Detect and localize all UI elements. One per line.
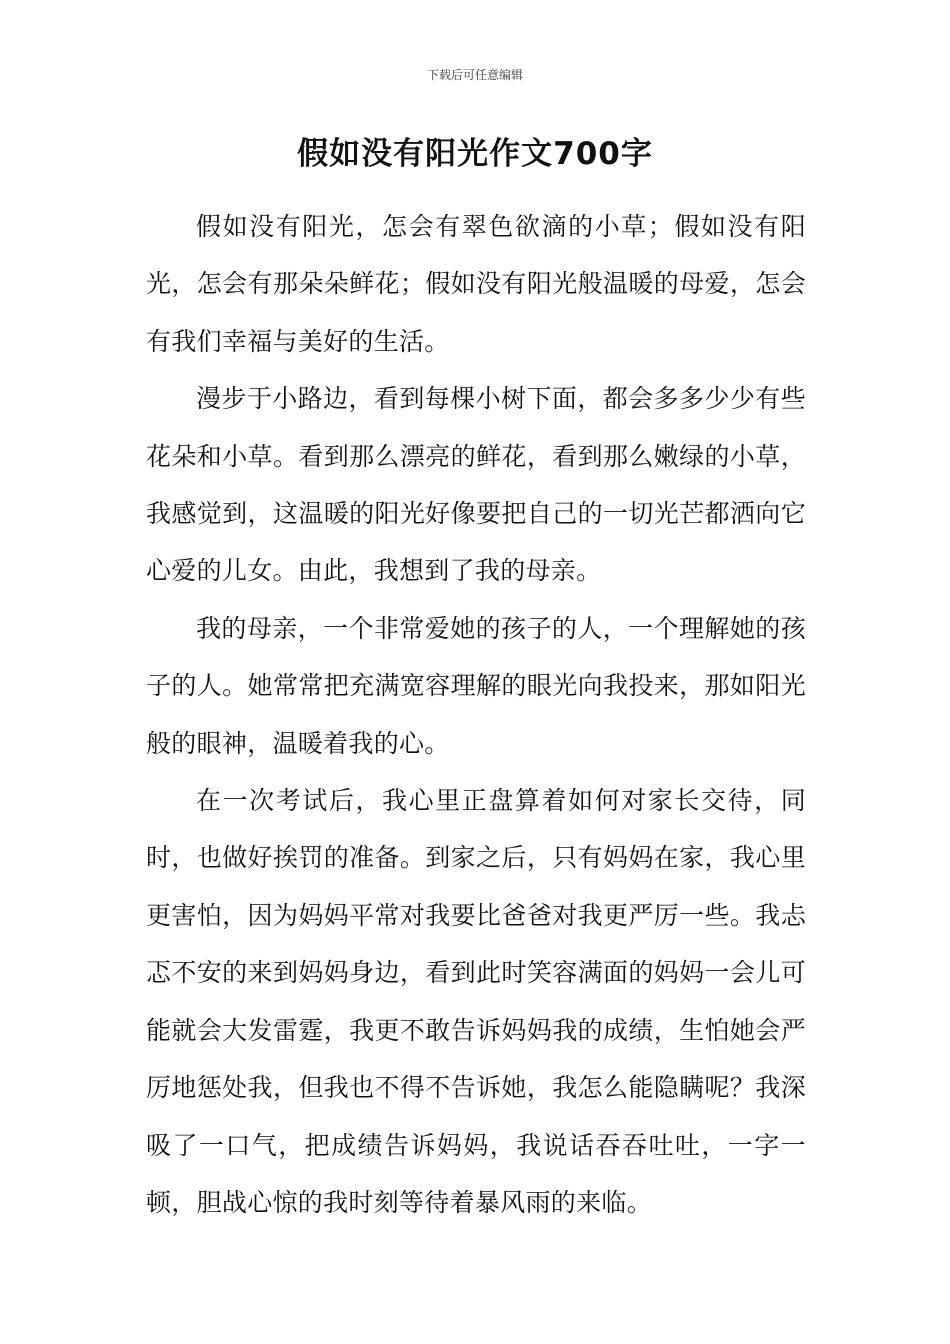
paragraph: 假如没有阳光，怎会有翠色欲滴的小草；假如没有阳光，怎会有那朵朵鲜花；假如没有阳光般温暖的母爱，怎会有我们幸福与美好的生活。 (146, 212, 806, 356)
paragraph: 在一次考试后，我心里正盘算着如何对家长交待，同时，也做好挨罚的准备。到家之后，只有妈妈在家，我心里更害怕，因为妈妈平常对我要比爸爸对我更严厉一些。我忐忑不安的来到妈妈身边，看到此时笑容满面的妈妈一会儿可能就会大发雷霆，我更不敢告诉妈妈我的成绩，生怕她会严厉地惩处我，但我也不得不告诉她，我怎么能隐瞒呢？我深吸了一口气，把成绩告诉妈妈，我说话吞吞吐吐，一字一顿，胆战心惊的我时刻等待着暴风雨的来临。 (146, 786, 806, 1217)
header-note: 下载后可任意编辑 (426, 68, 523, 82)
document-body (146, 198, 806, 1231)
document-title: 假如没有阳光作文700字 (297, 136, 653, 172)
paragraph: 我的母亲，一个非常爱她的孩子的人，一个理解她的孩子的人。她常常把充满宽容理解的眼光向我投来，那如阳光般的眼神，温暖着我的心。 (146, 613, 806, 758)
paragraph: 漫步于小路边，看到每棵小树下面，都会多多少少有些花朵和小草。看到那么漂亮的鲜花，看到那么嫩绿的小草，我感觉到，这温暖的阳光好像要把自己的一切光芒都洒向它心爱的儿女。由此，我想到了我的母亲。 (146, 384, 806, 586)
